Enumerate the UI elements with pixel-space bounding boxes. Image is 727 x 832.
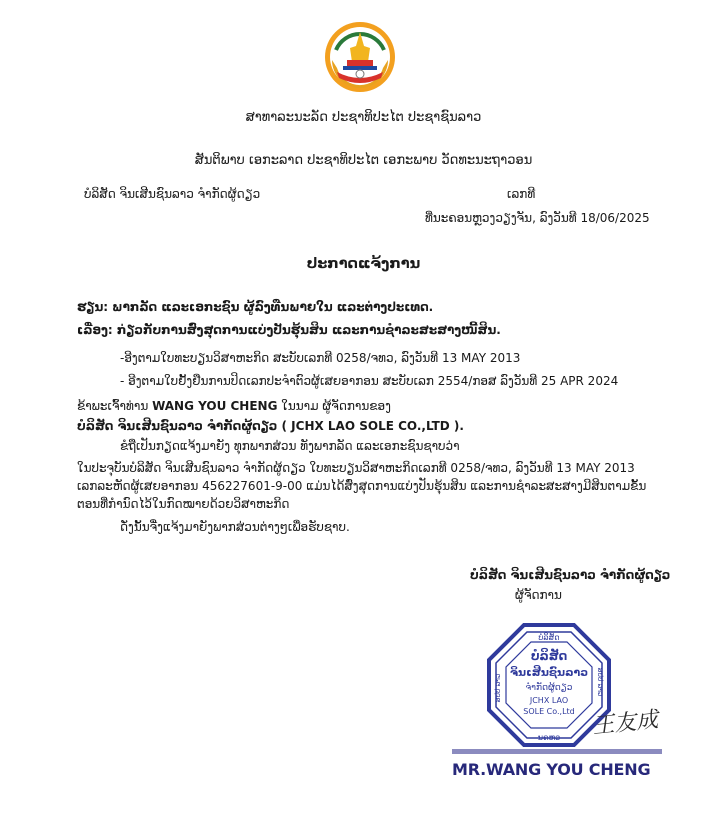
- signature-role: ຜູ້ຈັດການ: [515, 588, 562, 602]
- reference-item: - ອີງຕາມໃບຢັ້ງຢືນການປິດເລກປະຈຳຕົວຜູ້ເສຍອາກອນ ສະບັບເລກ 2554/ກອສ ລົງວັນທີ 25 APR 2024: [120, 374, 619, 388]
- signatory-name: MR.WANG YOU CHENG: [452, 760, 651, 779]
- body-paragraph: ຂໍຖືເປັນກຽດແຈ້ງມາຍັງ ທຸກພາກສ່ວນ ທັງພາກລັດ ແລະເອກະຊົນຊາບວ່າ: [120, 439, 460, 453]
- subject-line: ເລື່ອງ: ກ່ຽວກັບການສົ່ງສຸດການແບ່ງປັນຮຸ້ນສິນ ແລະການຊຳລະສະສາງໜີ້ສິນ.: [77, 323, 501, 337]
- company-line: ບໍລິສັດ ຈິນເສີນຊົນລາວ ຈຳກັດຜູ້ດຽວ: [84, 187, 261, 201]
- body-paragraph: ດັ່ງນັ້ນຈື່ງແຈ້ງມາຍັງພາກສ່ວນຕ່າງໆເພື່ອຮັບຊາບ.: [120, 520, 350, 534]
- intro-line: [77, 398, 391, 415]
- page-title: ປະກາດແຈ້ງການ: [306, 256, 421, 272]
- national-motto: ສັນຕິພາບ ເອກະລາດ ປະຊາທິປະໄຕ ເອກະພາບ ວັດທະນະຖາວອນ: [194, 153, 533, 168]
- place-date: ທີ່ນະຄອນຫຼວງວຽງຈັນ, ລົງວັນທີ 18/06/2025: [425, 211, 650, 225]
- body-paragraph: ໃນປະຈຸບັນບໍລິສັດ ຈິນເສີນຊົນລາວ ຈຳກັດຜູ້ດຽວ ໃບທະບຽນວິສາຫະກິດເລກທີ 0258/ຈທວ, ລົງວັນທີ 13 MAY 2013: [77, 461, 635, 475]
- stamp-line: ຈິນເສີນຊົນລາວ: [509, 666, 589, 679]
- handwritten-signature: 王友成: [591, 707, 660, 740]
- national-emblem-icon: [323, 20, 397, 94]
- stamp-bottom-text: ນຄຫວ: [537, 733, 561, 742]
- company-full-name: ບໍລິສັດ ຈິນເສີນຊົນລາວ ຈຳກັດຜູ້ດຽວ ( JCHX LAO SOLE CO.,LTD ).: [77, 419, 464, 433]
- republic-heading: ສາທາລະນະລັດ ປະຊາທິປະໄຕ ປະຊາຊົນລາວ: [245, 110, 482, 125]
- signature-company: ບໍລິສັດ ຈິນເສີນຊົນລາວ ຈຳກັດຜູ້ດຽວ: [470, 568, 671, 582]
- manager-name: WANG YOU CHENG: [152, 399, 278, 413]
- stamp-line: ຈຳກັດຜູ້ດຽວ: [525, 683, 573, 693]
- stamp-line: SOLE Co.,Ltd: [523, 707, 575, 716]
- body-paragraph: ເລກລະຫັດຜູ້ເສຍອາກອນ 456227601-9-00 ແມ່ນໄດ້ສົ່ງສຸດການແບ່ງປັນຮຸ້ນສິນ ແລະການຊຳລະສະສາງມີສິນຕາມຂັ້ນ: [77, 479, 647, 493]
- intro-suffix: ໃນນາມ ຜູ້ຈັດການຂອງ: [277, 399, 391, 413]
- intro-prefix: ຂ້າພະເຈົ້າທ່ານ: [77, 399, 153, 413]
- reference-item: -ອີງຕາມໃບທະບຽນວິສາຫະກິດ ສະບັບເລກທີ 0258/ຈທວ, ລົງວັນທີ 13 MAY 2013: [120, 351, 521, 365]
- stamp-line: ບໍລິສັດ: [530, 649, 568, 663]
- reference-number-label: ເລກທີ: [507, 187, 536, 201]
- body-paragraph: ຕອນທີ່ກຳນົດໄວ້ໃນກົດໝາຍດ້ວຍວິສາຫະກິດ: [77, 497, 290, 511]
- signature-line: [452, 749, 662, 754]
- recipient-line: ຮຽນ: ພາກລັດ ແລະເອກະຊົນ ຜູ້ລົງທືນພາຍໃນ ແລະຕ່າງປະເທດ.: [77, 300, 434, 314]
- stamp-line: JCHX LAO: [529, 696, 569, 705]
- stamp-ring-left: ສປປ ລາວ: [494, 673, 502, 703]
- stamp-ring-right: ສປປ ລາວ: [596, 667, 604, 697]
- stamp-top-text: ບໍລິສັດ: [538, 633, 560, 642]
